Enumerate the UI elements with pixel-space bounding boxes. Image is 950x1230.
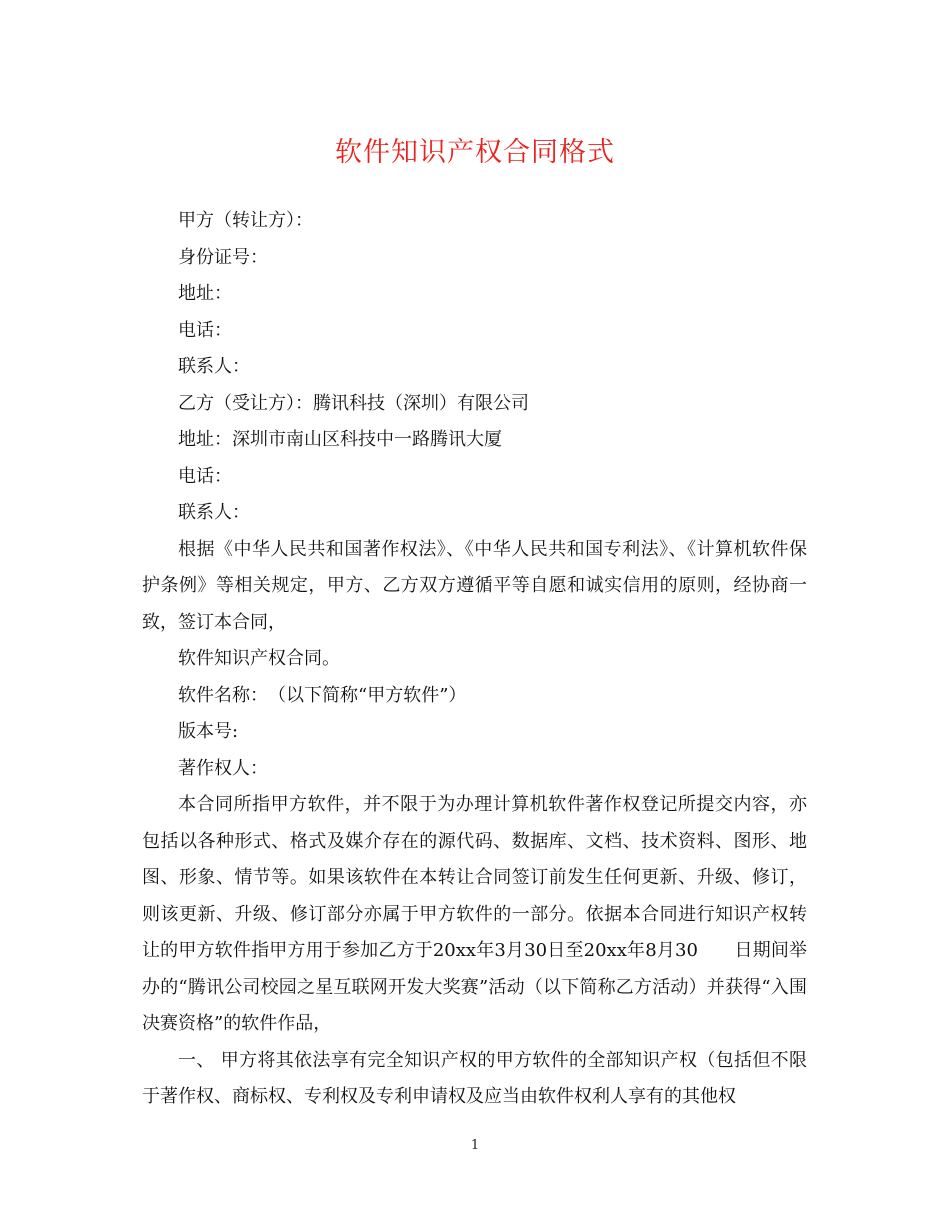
page-number: 1	[470, 1138, 480, 1153]
party-a-phone-label: 电话：	[178, 319, 232, 341]
legal-basis-paragraph: 根据《中华人民共和国著作权法》、《中华人民共和国专利法》、《计算机软件保护条例》等相关规定，甲方、乙方双方遵循平等自愿和诚实信用的原则，经协商一致，签订本合同，	[142, 538, 807, 633]
party-a-label: 甲方（转让方）：	[178, 210, 313, 231]
software-name-line: 软件名称： （以下简称“甲方软件”）	[178, 684, 467, 706]
party-a-contact-label: 联系人：	[178, 356, 250, 377]
document-title: 软件知识产权合同格式	[335, 137, 615, 168]
copyright-holder-line: 著作权人：	[178, 757, 268, 779]
party-b-phone-label: 电话：	[178, 465, 232, 487]
software-definition-paragraph: 本合同所指甲方软件，并不限于为办理计算机软件著作权登记所提交内容，亦包括以各种形式、格式及媒介存在的源代码、数据库、文档、技术资料、图形、地图、形象、情节等。如果该软件在本转让合同签订前发生任何更新、升级、修订，则该更新、升级、修订部分亦属于甲方软件的一部分。依据本合同进行知识产权转让的甲方软件指甲方用于参加乙方于20xx年3月30日至20xx年8月30 日期间举办的“腾讯公司校园之星互联网开发大奖赛”活动（以下简称乙方活动）并获得“入围决赛资格”的软件作品，	[142, 794, 807, 1034]
party-a-address-label: 地址：	[178, 283, 232, 304]
document-body	[142, 203, 807, 1116]
clause-one-paragraph: 一、 甲方将其依法享有完全知识产权的甲方软件的全部知识产权（包括但不限于著作权、商标权、专利权及专利申请权及应当由软件权利人享有的其他权	[142, 1049, 807, 1107]
id-number-label: 身份证号：	[178, 246, 268, 268]
contract-subject-line: 软件知识产权合同。	[178, 648, 340, 669]
party-b-contact-label: 联系人：	[178, 502, 250, 523]
version-line: 版本号:	[178, 721, 239, 742]
party-b-address: 地址：深圳市南山区科技中一路腾讯大厦	[178, 429, 502, 450]
party-b-label: 乙方（受让方）：腾讯科技（深圳）有限公司	[178, 392, 529, 414]
